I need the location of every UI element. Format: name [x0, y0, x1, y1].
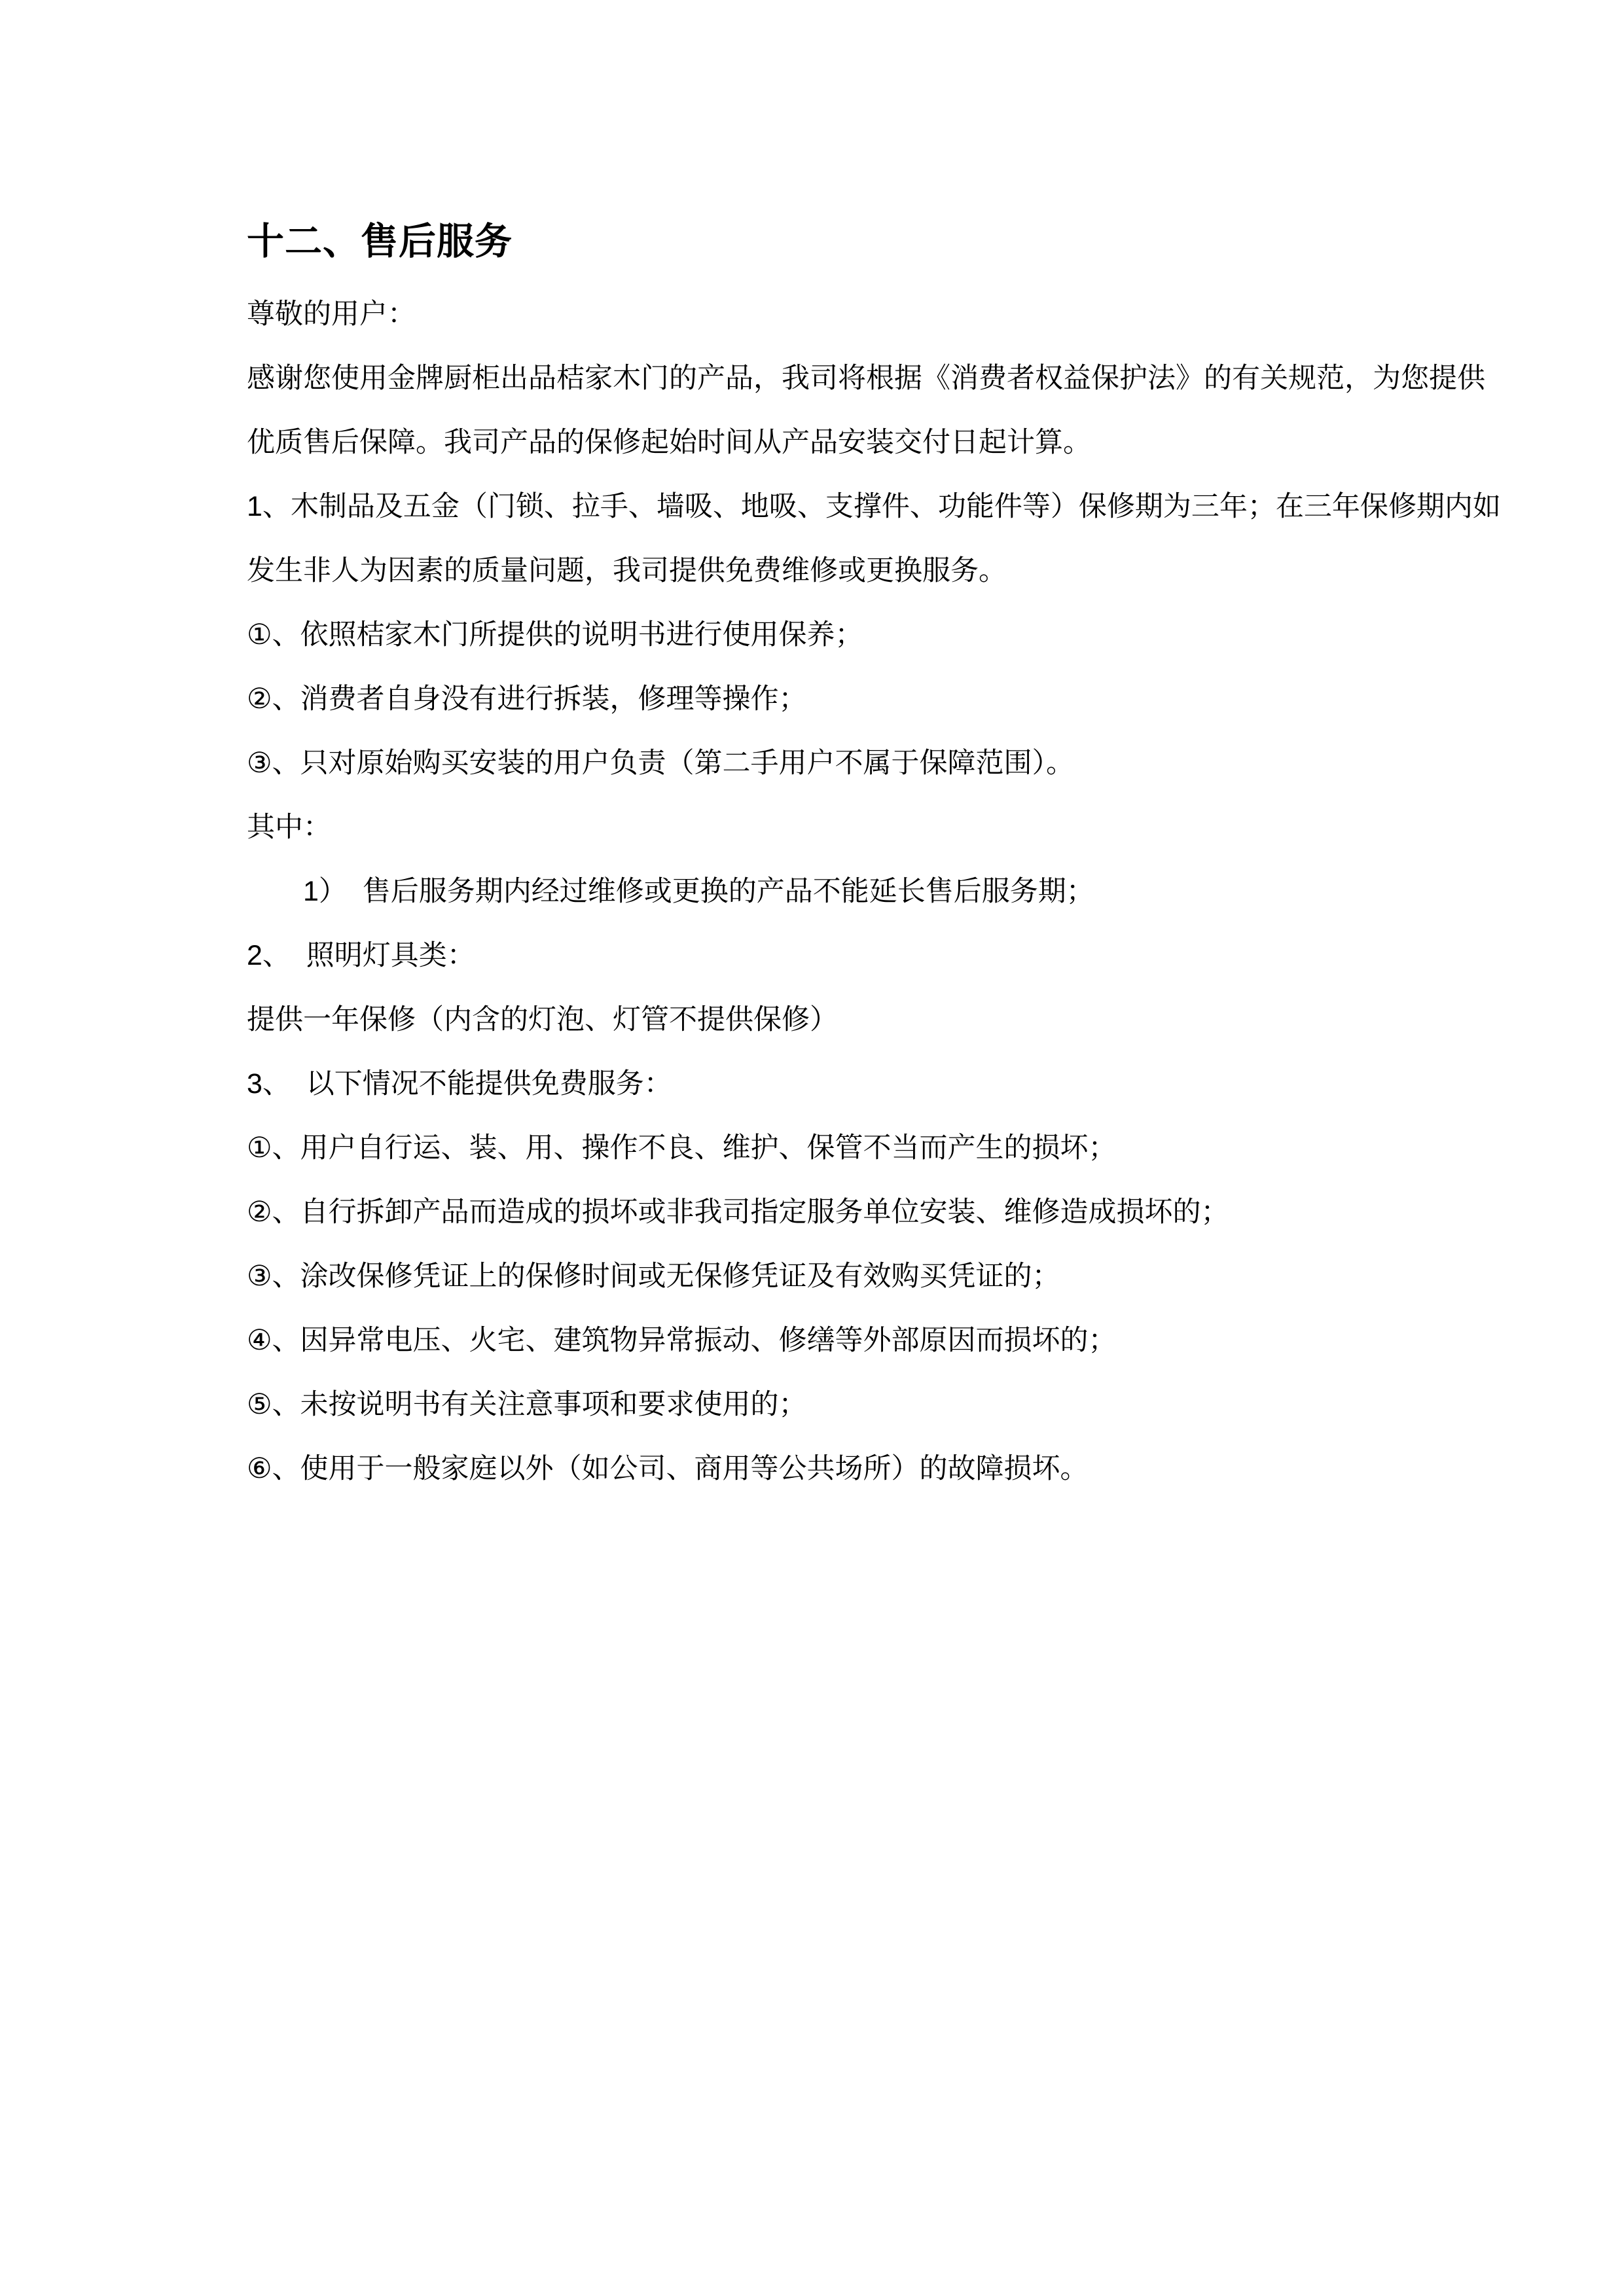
body-line: 提供一年保修（内含的灯泡、灯管不提供保修） [247, 1003, 838, 1035]
body-line: ③、涂改保修凭证上的保修时间或无保修凭证及有效购买凭证的； [247, 1260, 1060, 1292]
body-line: ①、依照桔家木门所提供的说明书进行使用保养； [247, 619, 863, 651]
body-line: ①、用户自行运、装、用、操作不良、维护、保管不当而产生的损坏； [247, 1132, 1117, 1164]
body-line: 其中： [247, 811, 331, 843]
body-line: 感谢您使用金牌厨柜出品桔家木门的产品，我司将根据《消费者权益保护法》的有关规范，为您提供 [247, 362, 1485, 394]
body-line: 2、 照明灯具类： [247, 939, 475, 971]
section-title: 十二、售后服务 [247, 221, 513, 262]
document-body [247, 282, 1510, 1501]
body-line: ③、只对原始购买安装的用户负责（第二手用户不属于保障范围）。 [247, 747, 1075, 779]
body-line: ②、自行拆卸产品而造成的损坏或非我司指定服务单位安装、维修造成损坏的； [247, 1196, 1229, 1228]
body-line: 发生非人为因素的质量问题，我司提供免费维修或更换服务。 [247, 554, 1007, 586]
body-line-indented: 1） 售后服务期内经过维修或更换的产品不能延长售后服务期； [303, 875, 1094, 907]
body-line: 优质售后保障。我司产品的保修起始时间从产品安装交付日起计算。 [247, 426, 1091, 458]
greeting-line: 尊敬的用户： [247, 298, 416, 330]
body-line: ②、消费者自身没有进行拆装，修理等操作； [247, 683, 807, 715]
body-line: 1、木制品及五金（门锁、拉手、墙吸、地吸、支撑件、功能件等）保修期为三年；在三年保修期内如 [247, 490, 1501, 522]
body-line: 3、 以下情况不能提供免费服务： [247, 1067, 672, 1100]
body-line: ⑤、未按说明书有关注意事项和要求使用的； [247, 1388, 807, 1420]
body-line: ④、因异常电压、火宅、建筑物异常振动、修缮等外部原因而损坏的； [247, 1324, 1117, 1356]
body-line: ⑥、使用于一般家庭以外（如公司、商用等公共场所）的故障损坏。 [247, 1452, 1089, 1484]
